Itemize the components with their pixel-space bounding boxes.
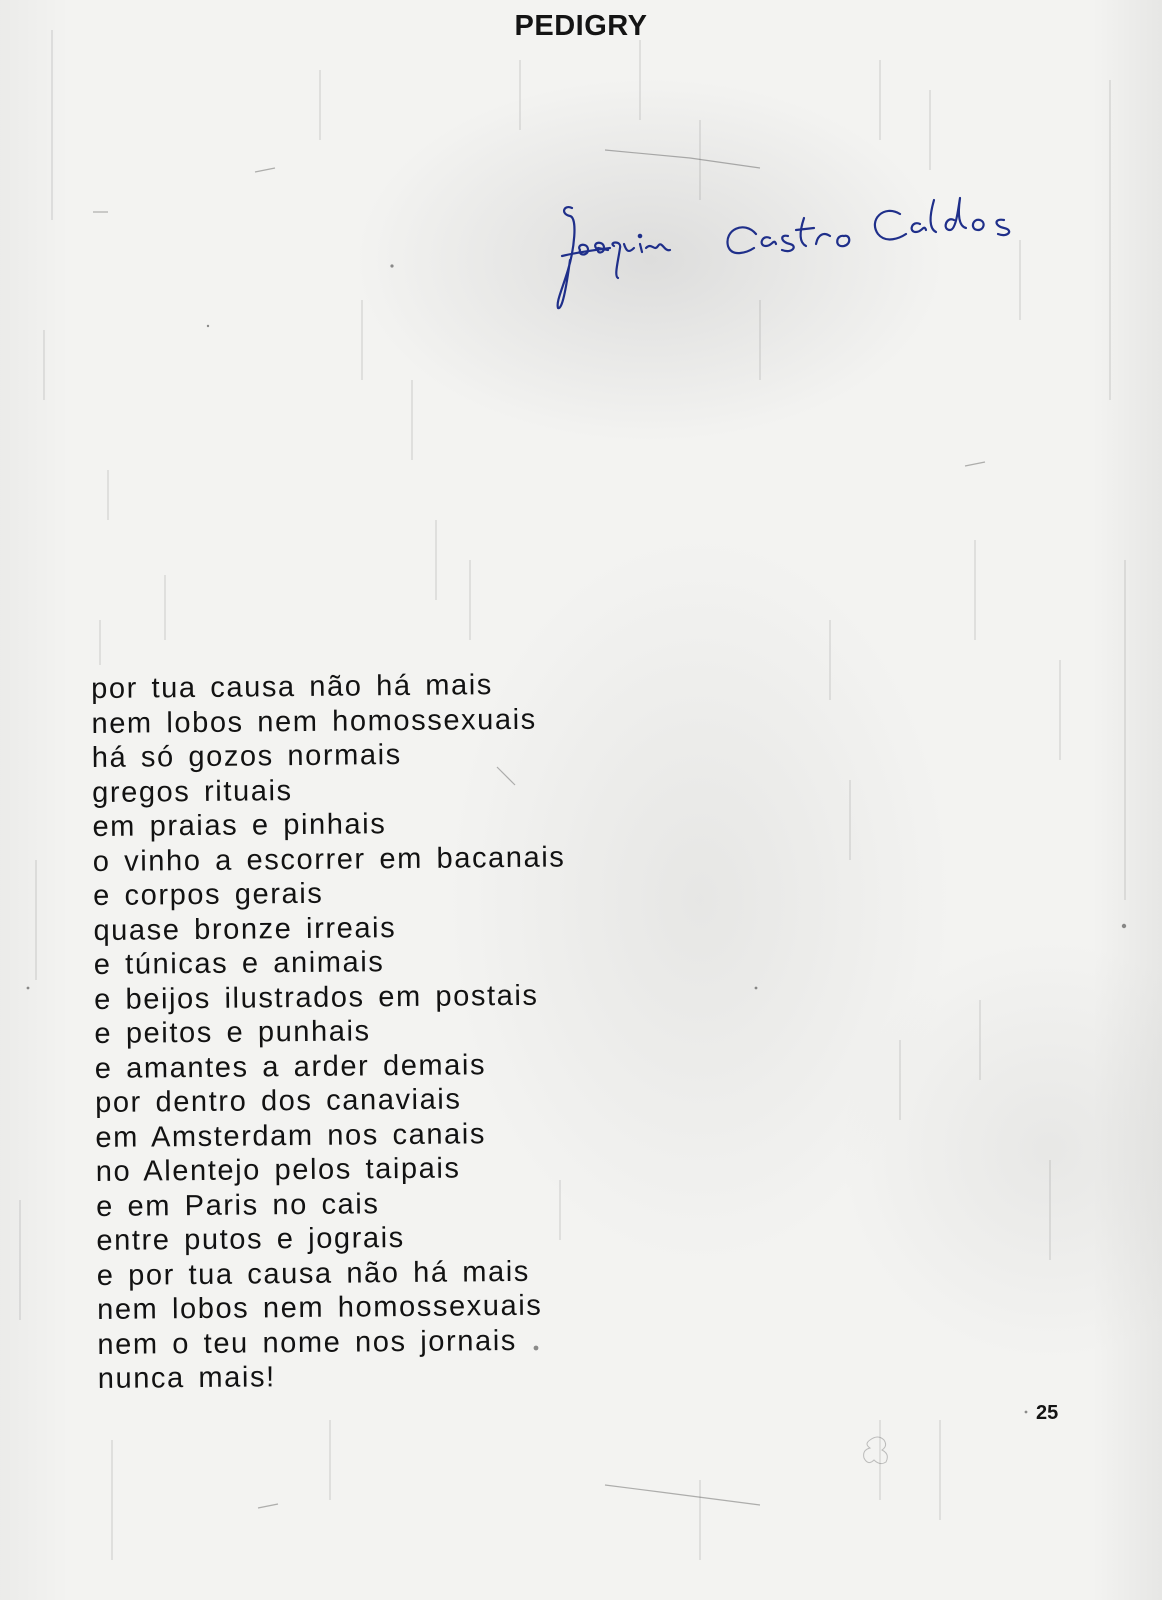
poem-line: em praias e pinhais (92, 808, 387, 843)
poem (91, 666, 738, 1397)
poem-line: gregos rituais (92, 774, 293, 809)
poem-line: e amantes a arder demais (94, 1048, 487, 1085)
poem-line: e por tua causa não há mais (96, 1255, 531, 1292)
poem-line: nem lobos nem homossexuais (96, 1289, 543, 1326)
poem-line: em Amsterdam nos canais (95, 1117, 487, 1154)
page-title: PEDIGRY (514, 10, 648, 42)
poem-line: e corpos gerais (92, 877, 324, 912)
poem-line: há só gozos normais (91, 739, 402, 774)
poem-line: e peitos e punhais (94, 1015, 371, 1050)
poem-line: nunca mais! (97, 1361, 276, 1395)
poem-line: no Alentejo pelos taipais (95, 1152, 461, 1188)
poem-line: por dentro dos canaviais (94, 1083, 462, 1119)
poem-line: e beijos ilustrados em postais (93, 979, 539, 1016)
poem-line: entre putos e jograis (96, 1222, 405, 1257)
poem-line: nem lobos nem homossexuais (91, 703, 537, 740)
poem-line: o vinho a escorrer em bacanais (92, 840, 566, 878)
poem-line: e em Paris no cais (95, 1187, 380, 1223)
poem-line: e túnicas e animais (93, 946, 385, 981)
poem-line: nem o teu nome nos jornais (97, 1324, 518, 1361)
page-number: 25 (1036, 1402, 1059, 1424)
handwritten-signature (548, 190, 1048, 320)
poem-line: por tua causa não há mais (91, 669, 494, 705)
poem-line: quase bronze irreais (93, 911, 397, 947)
